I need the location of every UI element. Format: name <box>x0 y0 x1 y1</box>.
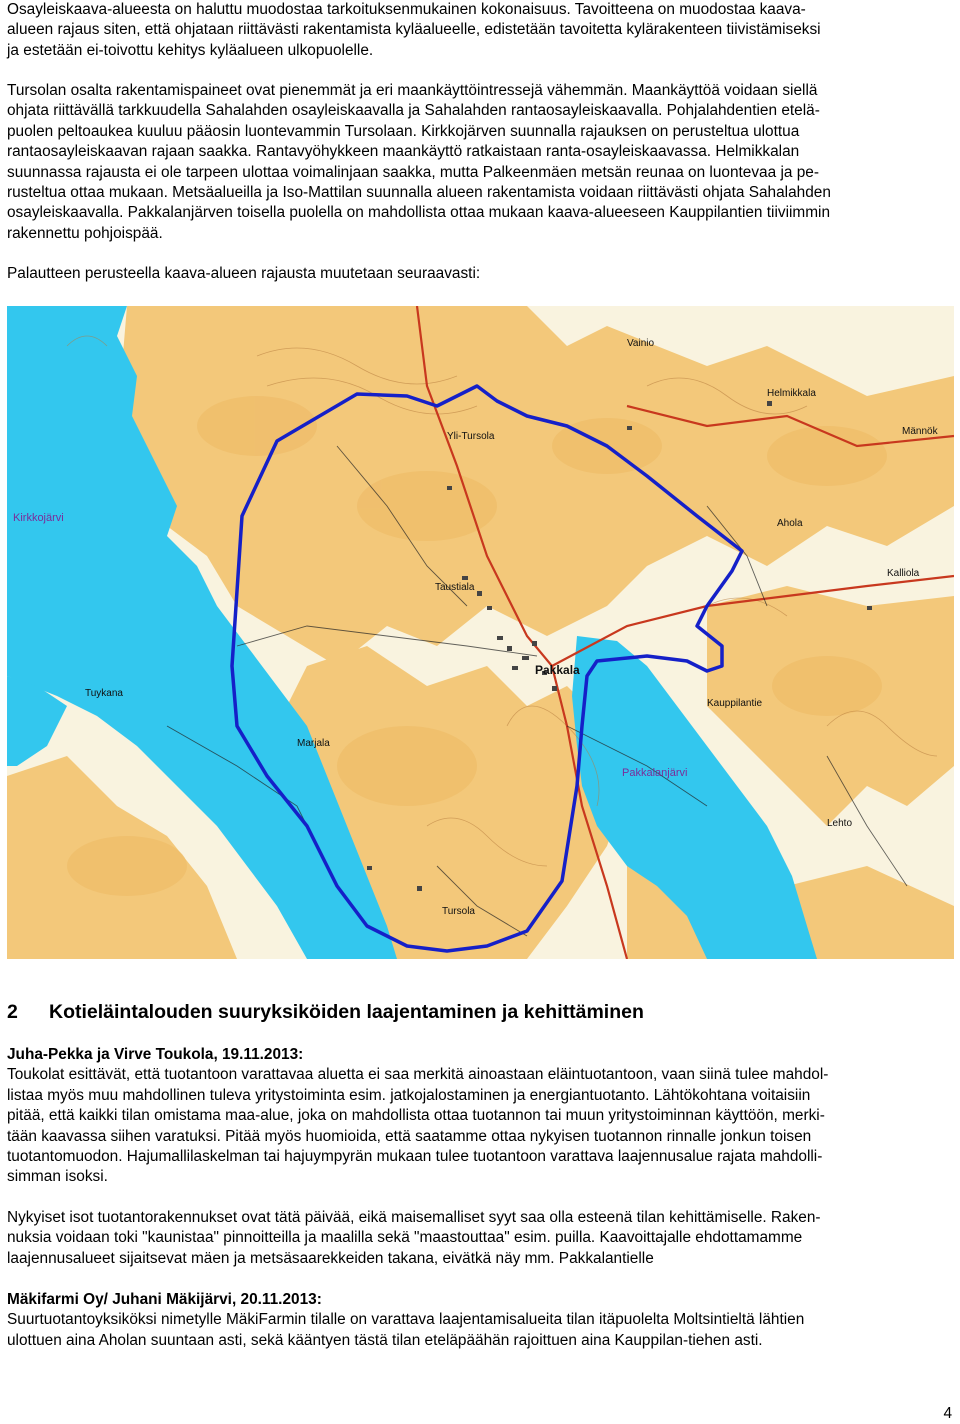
intro-line: alueen rajaus siten, että ohjataan riittävästi rakentamista kyläalueelle, edistetään tavoitetta kylärakenteen tiivistämiseksi <box>7 21 821 39</box>
section-title: Kotieläintalouden suuryksiköiden laajentaminen ja kehittäminen <box>49 1001 644 1023</box>
toukola-heading: Juha-Pekka ja Virve Toukola, 19.11.2013: <box>7 1046 304 1063</box>
toukola-line: listaa myös muu mahdollinen tuleva yritystoiminta esim. jatkojalostaminen ja energiantuotanto. Lähtökohtana voitaisiin <box>7 1086 811 1104</box>
feedback-intro-text: Palautteen perusteella kaava-alueen rajausta muutetaan seuraavasti: <box>7 265 481 282</box>
toukola-line: tään kaavassa siihen varatuksi. Pitää myös huomioida, että saatamme ottaa nykyisen tuotannon rinnalle jonkun toisen <box>7 1127 812 1145</box>
feedback-intro <box>7 264 955 284</box>
tursola-line: rusteltua ottaa mukaan. Metsäalueilla ja Iso-Mattilan suunnalla alueen rakentamista voidaan riittävästi ohjata Sahalahden <box>7 184 831 202</box>
map-label-kalliola: Kalliola <box>887 568 920 579</box>
plan-area-map <box>7 306 954 959</box>
toukola-line: Toukolat esittävät, että tuotantoon varattavaa aluetta ei saa merkitä ainoastaan eläintuotantoon, vaan siinä tulee mahdol- <box>7 1066 829 1084</box>
makifarmi-heading: Mäkifarmi Oy/ Juhani Mäkijärvi, 20.11.2013: <box>7 1291 322 1308</box>
map-label-vainio: Vainio <box>627 338 655 349</box>
makifarmi-block <box>7 1290 955 1351</box>
toukola-block-2 <box>7 1208 955 1269</box>
intro-line: Osayleiskaava-alueesta on haluttu muodostaa tarkoituksenmukainen kokonaisuus. Tavoitteena on muodostaa kaava- <box>7 1 806 18</box>
intro-line: ja estetään ei-toivottu kehitys kyläalueen ulkopuolelle. <box>7 41 374 59</box>
map-label-lehto: Lehto <box>827 818 853 829</box>
section-heading <box>7 1000 644 1024</box>
makifarmi-line: ulottuen aina Aholan suuntaan asti, sekä kääntyen tästä tilan eteläpäähän rajoittuen aina Kauppilan-tiehen asti. <box>7 1331 763 1349</box>
tursola-paragraph <box>7 81 955 244</box>
tursola-line: ohjata riittävällä tarkkuudella Sahalahden osayleiskaavalla ja Sahalahden rantaosayleiskaavalla. Pohjalahdentien etelä- <box>7 102 820 120</box>
tursola-line: rakennettu pohjoispää. <box>7 224 163 242</box>
tursola-line: rantaosayleiskaavan rajaan saakka. Rantavyöhykkeen maankäyttö ratkaistaan ranta-osayleiskaavassa. Helmikkalan <box>7 143 800 161</box>
map-label-kirkkojarvi: Kirkkojärvi <box>13 512 64 524</box>
tursola-line: Tursolan osalta rakentamispaineet ovat pienemmät ja eri maankäyttöintressejä vähemmän. Maankäyttöä voidaan siellä <box>7 82 818 99</box>
intro-paragraph <box>7 0 955 61</box>
tursola-line: osayleiskaavalla. Pakkalanjärven toisella puolella on mahdollista ottaa mukaan kaava-alueeseen Kauppilantien tiiviimmin <box>7 204 831 222</box>
map-label-ahola: Ahola <box>777 518 803 529</box>
map-label-marjala: Marjala <box>297 738 330 749</box>
map-label-pakkala: Pakkala <box>535 663 580 677</box>
toukola-line: pitää, että kaikki tilan omistama maa-alue, joka on mahdollista ottaa tuotannon tai muun yritystoiminnan käyttöön, merki- <box>7 1107 825 1125</box>
toukola-line: simman isoksi. <box>7 1168 108 1186</box>
map-label-mannok: Männök <box>902 426 938 437</box>
toukola-line: Nykyiset isot tuotantorakennukset ovat tätä päivää, eikä maisemalliset syyt saa olla esteenä tilan kehittämiselle. Raken- <box>7 1209 821 1226</box>
map-label-tuylkana: Tuykana <box>85 688 123 699</box>
map-label-ylitursola: Yli-Tursola <box>447 431 495 442</box>
map-label-taustiala: Taustiala <box>435 582 475 593</box>
section-number: 2 <box>7 1001 18 1023</box>
map-label-helmikkala: Helmikkala <box>767 388 816 399</box>
tursola-line: puolen peltoaukea kuuluu pääosin luontevammin Tursolaan. Kirkkojärven suunnalla rajauksen on perusteltua ulottua <box>7 122 800 140</box>
tursola-line: suunnassa rajausta ei ole tarpeen ulottaa voimalinjaan saakka, mutta Palkeenmäen metsän reunaa on luontevaa ja pe- <box>7 163 819 181</box>
toukola-line: nuksia voidaan toki "kaunistaa" pinnoitteilla ja maalilla sekä "maastouttaa" esim. puilla. Kaavoittajalle ehdottamamme <box>7 1229 803 1247</box>
map-svg <box>7 306 954 959</box>
toukola-line: tuotantomuodon. Hajumallilaskelman tai hajuympyrän mukaan tulee tuotantoon varattava laajennusalue rajata mahdolli- <box>7 1148 823 1166</box>
map-label-pakkalanjarvi: Pakkalanjärvi <box>622 767 688 779</box>
makifarmi-line: Suurtuotantoyksiköksi nimetylle MäkiFarmin tilalle on varattava laajentamisalueita tilan itäpuolelta Moltsintieltä lähtien <box>7 1311 805 1329</box>
page-number: 4 <box>943 1405 952 1422</box>
toukola-line: laajennusalueet sijaitsevat mäen ja metsäsaarekkeiden takana, eivätkä näy mm. Pakkalantielle <box>7 1249 654 1267</box>
map-label-tursola: Tursola <box>442 906 475 917</box>
map-label-kauppilantie: Kauppilantie <box>707 698 763 709</box>
toukola-block <box>7 1045 955 1188</box>
